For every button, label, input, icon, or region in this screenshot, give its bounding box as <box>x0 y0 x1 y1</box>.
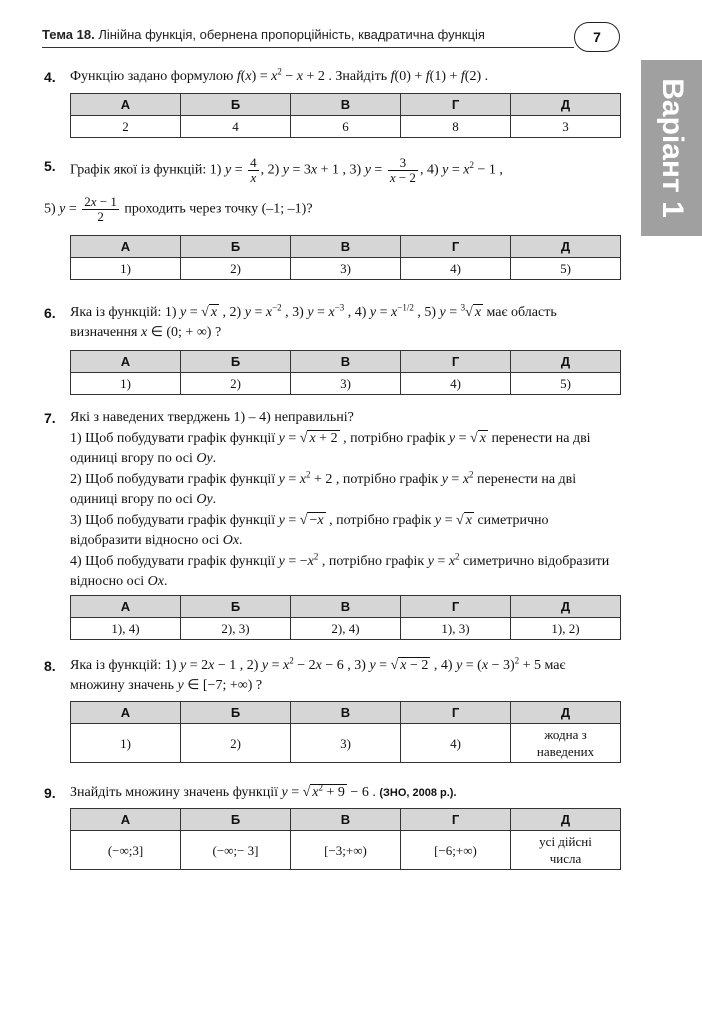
question-text: Функцію задано формулою $f(x) = x^2 - x + 2$ . Знайдіть f(0) + f(1) + f(2) . <box>70 66 489 84</box>
answer-option: (−∞;− 3] <box>181 831 291 870</box>
answer-table-7 <box>70 595 621 640</box>
option-letter: Д <box>511 94 621 116</box>
question-intro: Які з наведених тверджень 1) – 4) неправильні? <box>70 410 354 425</box>
page-number: 7 <box>574 22 620 52</box>
option-letter: А <box>71 236 181 258</box>
option-letter: Б <box>181 351 291 373</box>
answer-option: [−3;+∞) <box>291 831 401 870</box>
question-6 <box>44 303 622 343</box>
question-7 <box>44 408 622 593</box>
answer-option: 1), 3) <box>401 618 511 640</box>
option-letter: Б <box>181 702 291 724</box>
answer-option: 8 <box>401 116 511 138</box>
option-letter: Г <box>401 702 511 724</box>
option-letter: Д <box>511 236 621 258</box>
source-note: (ЗНО, 2008 р.). <box>379 787 457 799</box>
option-letter: Г <box>401 94 511 116</box>
answer-option: 1) <box>71 258 181 280</box>
question-text: Знайдіть множину значень функції y = √ $x^2 + 9 - 6$ . (ЗНО, 2008 р.). <box>70 782 457 800</box>
option-letter: Г <box>401 596 511 618</box>
answer-option: 1) <box>71 724 181 763</box>
answer-option: 1), 2) <box>511 618 621 640</box>
variant-label: Варіант 1 <box>655 78 689 218</box>
option-letter: Б <box>181 94 291 116</box>
question-4 <box>44 67 622 87</box>
option-letter: А <box>71 351 181 373</box>
option-letter: А <box>71 702 181 724</box>
option-letter: Б <box>181 809 291 831</box>
answer-option: 2) <box>181 724 291 763</box>
page-header <box>42 22 616 50</box>
topic-number: Тема 18. <box>42 27 95 42</box>
option-letter: Д <box>511 702 621 724</box>
answer-option: 2 <box>71 116 181 138</box>
question-text: Яка із функцій: 1) y = 2x − 1 , 2) $y = x^2 - 2x - 6$ , 3) y = √ x − 2 , 4) $y = (x - 3)^2 + 5$ має множину значень y ∈ [−7; +∞) ? <box>70 655 566 693</box>
answer-option: 4) <box>401 724 511 763</box>
answer-option: [−6;+∞) <box>401 831 511 870</box>
option-letter: А <box>71 94 181 116</box>
option-letter: Б <box>181 236 291 258</box>
option-letter: А <box>71 596 181 618</box>
question-text: Яка із функцій: 1) y = √ x , 2) $y = x^{-2}$ , 3) $y = x^{-3}$ , 4) $y = x^{-1/2}$ , 5) y = $^3$√ x має область визначення x ∈ (0; + ∞) ? <box>70 302 557 340</box>
answer-option: 3) <box>291 373 401 395</box>
option-letter: Г <box>401 236 511 258</box>
option-letter: Д <box>511 809 621 831</box>
question-5 <box>44 156 622 224</box>
answer-table-9 <box>70 808 621 870</box>
header-rule <box>42 47 574 48</box>
topic-name: Лінійна функція, обернена пропорційність, квадратична функція <box>94 27 485 42</box>
option-letter: Д <box>511 351 621 373</box>
answer-table-4 <box>70 93 621 138</box>
question-text: Графік якої із функцій: 1) y = $\frac{4}{x}$ , 2) y = 3x + 1 , 3) y = $\frac{3}{x - 2}$ , 4) $y = x^2 - 1$ , <box>70 155 503 185</box>
question-number: 5. <box>44 158 56 174</box>
question-text <box>70 408 622 593</box>
question-9 <box>44 783 622 803</box>
answer-option: 2) <box>181 258 291 280</box>
answer-option: 5) <box>511 373 621 395</box>
answer-option: жодна з наведених <box>511 724 621 763</box>
answer-option: 3 <box>511 116 621 138</box>
option-letter: В <box>291 809 401 831</box>
answer-option: 3) <box>291 724 401 763</box>
option-letter: Б <box>181 596 291 618</box>
answer-option: 3) <box>291 258 401 280</box>
option-letter: В <box>291 94 401 116</box>
variant-tab <box>641 60 702 236</box>
question-8 <box>44 656 622 696</box>
answer-option: 4) <box>401 258 511 280</box>
answer-option: 1), 4) <box>71 618 181 640</box>
option-letter: В <box>291 236 401 258</box>
statement-3: 3) Щоб побудувати графік функції y = √ −x , потрібно графік y = √ x симетрично відобразити відносно осі Ox. <box>70 512 549 548</box>
answer-option: 1) <box>71 373 181 395</box>
answer-table-8 <box>70 701 621 763</box>
answer-option: 6 <box>291 116 401 138</box>
question-number: 4. <box>44 69 56 85</box>
answer-option: 4 <box>181 116 291 138</box>
question-number: 9. <box>44 785 56 801</box>
option-letter: А <box>71 809 181 831</box>
answer-option: 2), 4) <box>291 618 401 640</box>
option-letter: Д <box>511 596 621 618</box>
answer-option: 4) <box>401 373 511 395</box>
answer-option: усі дійсні числа <box>511 831 621 870</box>
answer-option: (−∞;3] <box>71 831 181 870</box>
answer-table-5 <box>70 235 621 280</box>
topic-title <box>42 27 485 42</box>
option-letter: В <box>291 702 401 724</box>
answer-table-6 <box>70 350 621 395</box>
option-letter: В <box>291 351 401 373</box>
answer-option: 2), 3) <box>181 618 291 640</box>
statement-4: 4) Щоб побудувати графік функції $y = -x^2$ , потрібно графік $y = x^2$ симетрично відобразити відносно осі Ox. <box>70 550 610 589</box>
question-number: 6. <box>44 305 56 321</box>
question-text-cont: 5) y = $\frac{2x - 1}{2}$ проходить через точку (–1; –1)? <box>44 194 313 224</box>
option-letter: Г <box>401 809 511 831</box>
question-number: 8. <box>44 658 56 674</box>
question-number: 7. <box>44 410 56 426</box>
option-letter: Г <box>401 351 511 373</box>
answer-option: 5) <box>511 258 621 280</box>
statement-2: 2) Щоб побудувати графік функції $y = x^2 + 2$ , потрібно графік $y = x^2$ перенести на дві одиниці вгору по осі Oy. <box>70 468 577 507</box>
statement-1: 1) Щоб побудувати графік функції y = √ x + 2 , потрібно графік y = √ x перенести на дві одиниці вгору по осі Oy. <box>70 430 591 466</box>
answer-option: 2) <box>181 373 291 395</box>
option-letter: В <box>291 596 401 618</box>
